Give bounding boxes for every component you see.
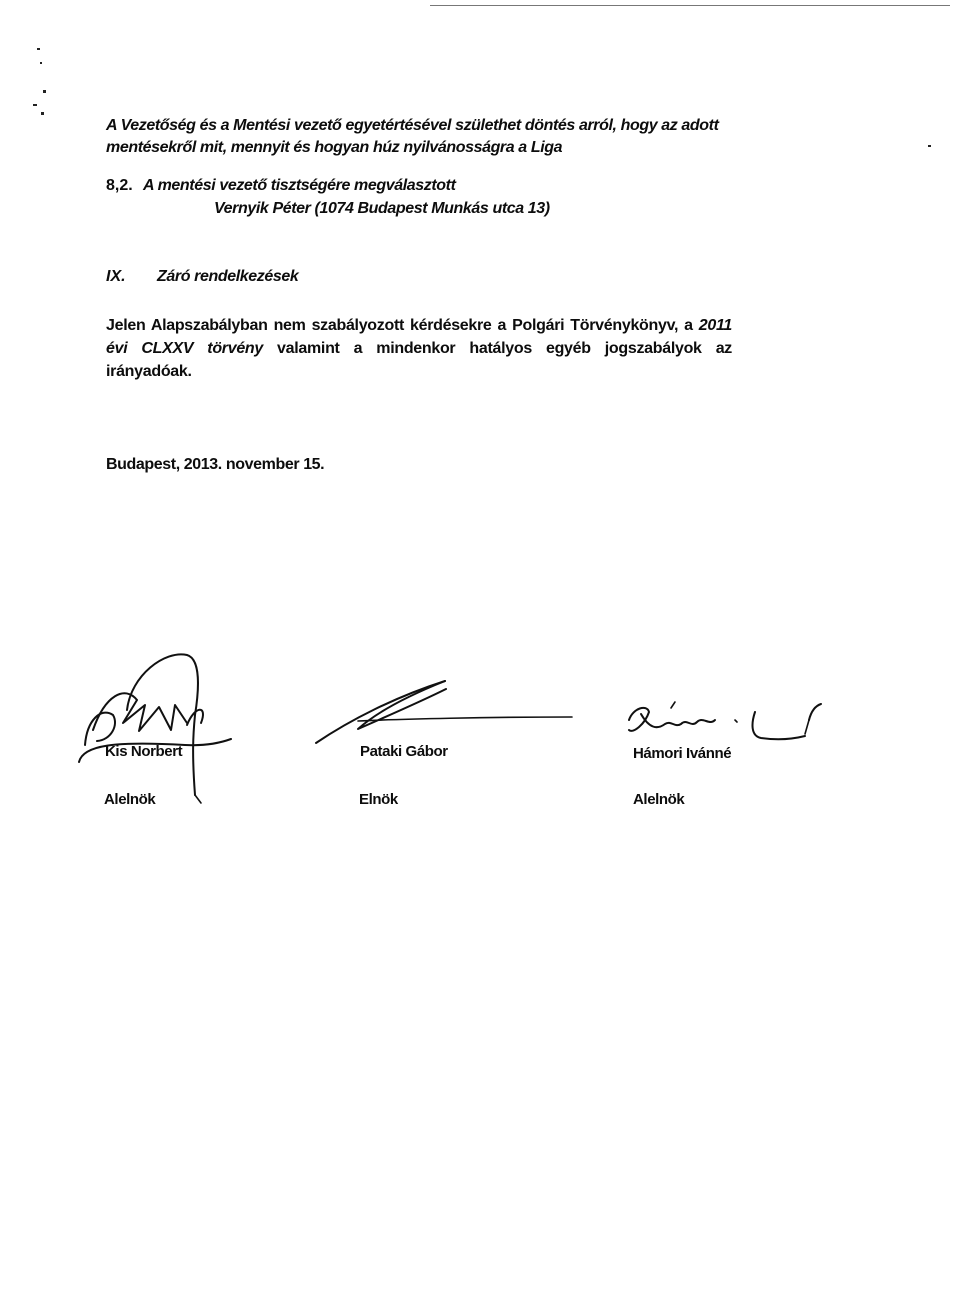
signatory-2-title: Elnök (359, 791, 398, 808)
section-8-2-text: A mentési vezető tisztségére megválasztott (143, 177, 456, 194)
signatory-1-name: Kis Norbert (105, 743, 183, 760)
section-8-2-person: Vernyik Péter (1074 Budapest Munkás utca 13) (214, 200, 550, 217)
scan-speck (43, 90, 46, 93)
signatory-1-title: Alelnök (104, 791, 156, 808)
signature-kis-norbert (75, 645, 245, 815)
scan-speck (41, 112, 44, 115)
scan-speck (40, 62, 42, 64)
signatory-2-name: Pataki Gábor (360, 743, 448, 760)
section-8-2-number: 8,2. (106, 177, 133, 194)
closing-paragraph-text-before: Jelen Alapszabályban nem szabályozott kérdésekre a Polgári Törvénykönyv, a (106, 317, 699, 334)
scan-speck (37, 48, 40, 50)
scan-speck (928, 145, 931, 147)
closing-paragraph (106, 314, 732, 383)
intro-line-2: mentésekről mit, mennyit és hogyan húz nyilvánosságra a Liga (106, 139, 563, 156)
scan-speck (33, 104, 37, 106)
section-ix-number: IX. (106, 268, 126, 285)
section-ix-title: Záró rendelkezések (157, 268, 299, 285)
signatory-3-name: Hámori Ivánné (633, 745, 732, 762)
signatory-3-title: Alelnök (633, 791, 685, 808)
place-date: Budapest, 2013. november 15. (106, 456, 325, 473)
closing-paragraph-text-after: valamint a mindenkor hatályos egyéb jogszabályok az irányadóak. (106, 340, 732, 380)
intro-line-1: A Vezetőség és a Mentési vezető egyetértésével születhet döntés arról, hogy az adott (106, 117, 719, 134)
scan-edge-line (430, 5, 950, 6)
law-reference: 2011 évi CLXXV törvény (106, 317, 732, 357)
